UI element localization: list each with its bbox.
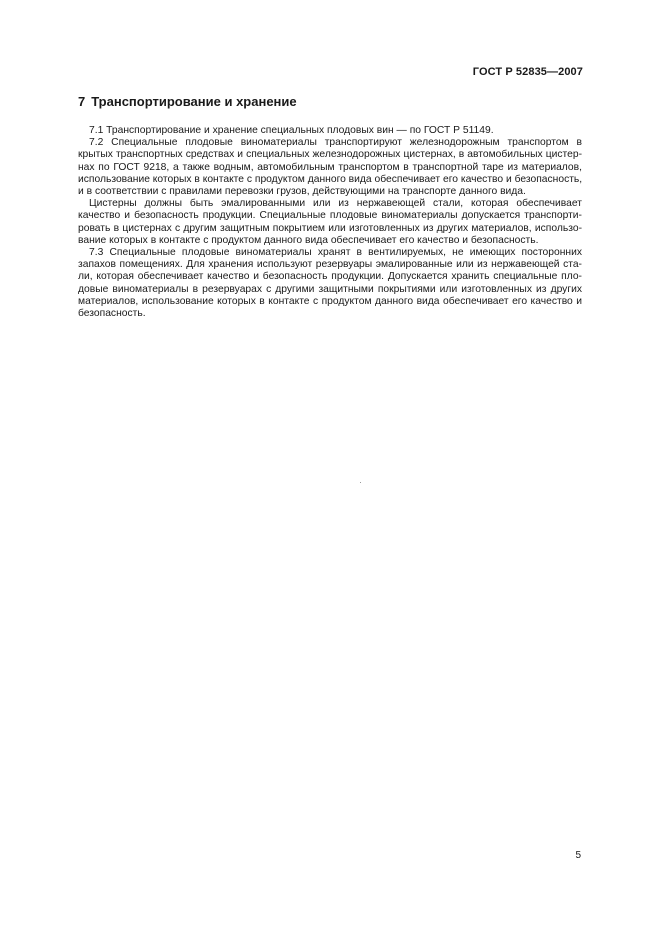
paragraph-line: запахов помещениях. Для хранения используют резервуары эмалированные или из нержавеющей ста- [78, 259, 582, 271]
paragraph-line: вание которых в контакте с продуктом данного вида обеспечивает его качество и безопасность. [78, 234, 539, 246]
paragraph-line: 7.3 Специальные плодовые виноматериалы хранят в вентилируемых, не имеющих посторонних [89, 247, 582, 259]
paragraph-line: безопасность. [78, 308, 146, 320]
paragraph-line: Цистерны должны быть эмалированными или из нержавеющей стали, которая обеспечивает [89, 198, 582, 210]
paragraph-line: качество и безопасность продукции. Специальные плодовые виноматериалы допускается транспорти- [78, 210, 582, 222]
paragraph-line: 7.1 Транспортирование и хранение специальных плодовых вин — по ГОСТ Р 51149. [89, 125, 494, 136]
paragraph-tanks [78, 198, 582, 247]
page-number: 5 [575, 850, 581, 861]
paragraph-7-1 [78, 125, 582, 137]
section-heading [78, 94, 297, 109]
paragraph-7-2 [78, 137, 582, 198]
paragraph-line: материалов, использование которых в контакте с продуктом данного вида обеспечивает его качество и [78, 295, 582, 307]
section-body [78, 125, 582, 320]
scan-speck [360, 482, 361, 483]
paragraph-line: нах по ГОСТ 9218, а также водным, автомобильным транспортом в транспортной таре из материалов, [78, 161, 582, 173]
document-number: ГОСТ Р 52835—2007 [472, 66, 583, 78]
paragraph-line: ровать в цистернах с другим защитным покрытием или изготовленных из других материалов, использо- [78, 222, 582, 234]
paragraph-line: довые виноматериалы в резервуарах с другими защитными покрытиями или изготовленных из других [78, 283, 582, 295]
paragraph-line: 7.2 Специальные плодовые виноматериалы транспортируют железнодорожным транспортом в [89, 137, 582, 149]
paragraph-7-3 [78, 247, 582, 320]
paragraph-line: крытых транспортных средствах и специальных железнодорожных цистернах, в автомобильных цистер- [78, 149, 582, 161]
paragraph-line: и в соответствии с правилами перевозки грузов, действующими на транспорте данного вида. [78, 186, 526, 198]
paragraph-line: ли, которая обеспечивает качество и безопасность продукции. Допускается хранить специальные пло- [78, 271, 582, 283]
paragraph-line: использование которых в контакте с продуктом данного вида обеспечивает его качество и безопасность, [78, 173, 583, 185]
section-title: Транспортирование и хранение [91, 94, 297, 109]
section-number: 7 [78, 94, 86, 109]
